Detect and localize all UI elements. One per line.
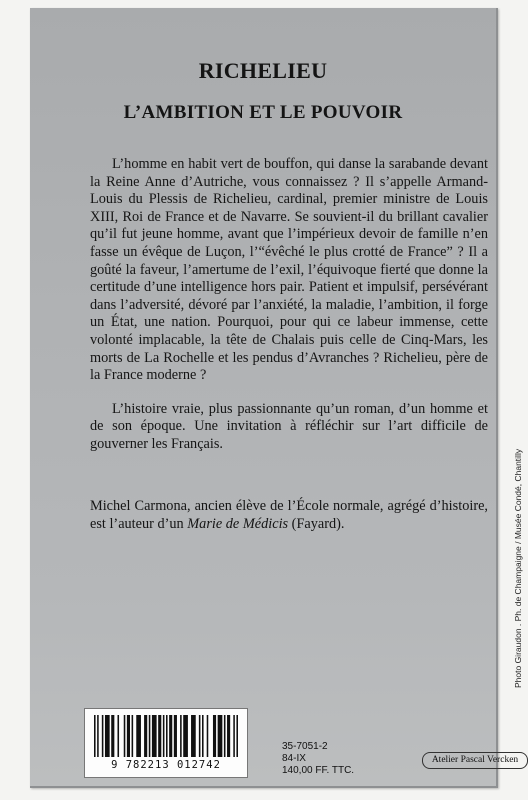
barcode-bar <box>183 715 188 757</box>
barcode-bar <box>136 715 141 757</box>
barcode-bar <box>152 715 157 757</box>
author-note-text: Michel Carmona, ancien élève de l’École normale, agrégé d’histoire, est l’auteur d’un <box>90 498 488 532</box>
barcode-bar <box>236 715 238 757</box>
barcode-bar <box>132 715 134 757</box>
barcode-bar <box>102 715 104 757</box>
book-title: RICHELIEU <box>198 58 328 83</box>
pricing-block <box>282 741 354 777</box>
barcode-bar <box>124 715 126 757</box>
synopsis-paragraph: L’histoire vraie, plus passionnante qu’un roman, d’un homme et de son époque. Une invitation à réfléchir sur l’art difficile de gouverner les Français. <box>90 400 488 452</box>
photo-credit: Photo Giraudon . Ph. de Champaigne / Musée Condé, Chantilly <box>513 448 523 688</box>
book-subtitle: L’AMBITION ET LE POUVOIR <box>123 102 403 123</box>
barcode-bar <box>111 715 114 757</box>
barcode-bar <box>218 715 223 757</box>
barcode-digits: 9 782213 012742 <box>111 759 221 771</box>
synopsis <box>90 156 488 454</box>
barcode-bar <box>191 715 196 757</box>
barcode-bar <box>117 715 119 757</box>
barcode <box>84 708 248 778</box>
barcode-bar <box>233 715 235 757</box>
catalog-number: 35-7051-2 <box>282 741 328 752</box>
print-code: 84-IX <box>282 753 306 764</box>
barcode-bar <box>166 715 168 757</box>
barcode-bar <box>94 715 96 757</box>
barcode-bar <box>180 715 182 757</box>
author-other-book-title: Marie de Médicis <box>187 515 289 532</box>
barcode-bar <box>105 715 110 757</box>
barcode-bar <box>202 715 204 757</box>
barcode-bars <box>94 715 238 757</box>
barcode-bar <box>207 715 209 757</box>
barcode-bar <box>213 715 216 757</box>
barcode-bar <box>158 715 161 757</box>
barcode-bar <box>227 715 230 757</box>
barcode-bar <box>163 715 165 757</box>
barcode-bar <box>199 715 201 757</box>
barcode-bar <box>224 715 226 757</box>
barcode-bar <box>149 715 151 757</box>
barcode-bar <box>144 715 147 757</box>
synopsis-paragraph: L’homme en habit vert de bouffon, qui danse la sarabande devant la Reine Anne d’Autriche, vous connaissez ? Il s’appelle Armand-Louis du Plessis de Richelieu, cardinal, premier ministre de Louis XIII, Roi de France et de Navarre. Se souvient-il du brillant cavalier qu’il fut jeune homme, avant que l’impérieux devoir de famille n’en fasse un évêque de Luçon, l’“évêché le plus crotté de France” ? Il a goûté la faveur, l’amertume de l’exil, l’équivoque fierté que donne la certitude d’une intelligence hors pair. Patient et impulsif, persévérant dans l’adversité, dévoré par l’anxiété, la maladie, l’ambition, il forge un État, une nation. Pourquoi, pour qui ce labeur immense, cette volonté implacable, la tête de Chalais puis celle de Cinq-Mars, les morts de La Rochelle et les pendus d’Avranches ? Richelieu, père de la France moderne ? <box>90 156 488 384</box>
price: 140,00 FF. TTC. <box>282 765 355 776</box>
book-back-cover <box>30 8 523 788</box>
barcode-bar <box>127 715 130 757</box>
design-studio-badge: Atelier Pascal Vercken <box>422 752 528 769</box>
barcode-bar <box>97 715 99 757</box>
author-note <box>90 498 488 533</box>
barcode-bar <box>169 715 172 757</box>
barcode-bar <box>174 715 177 757</box>
author-note-publisher: (Fayard). <box>288 515 345 532</box>
